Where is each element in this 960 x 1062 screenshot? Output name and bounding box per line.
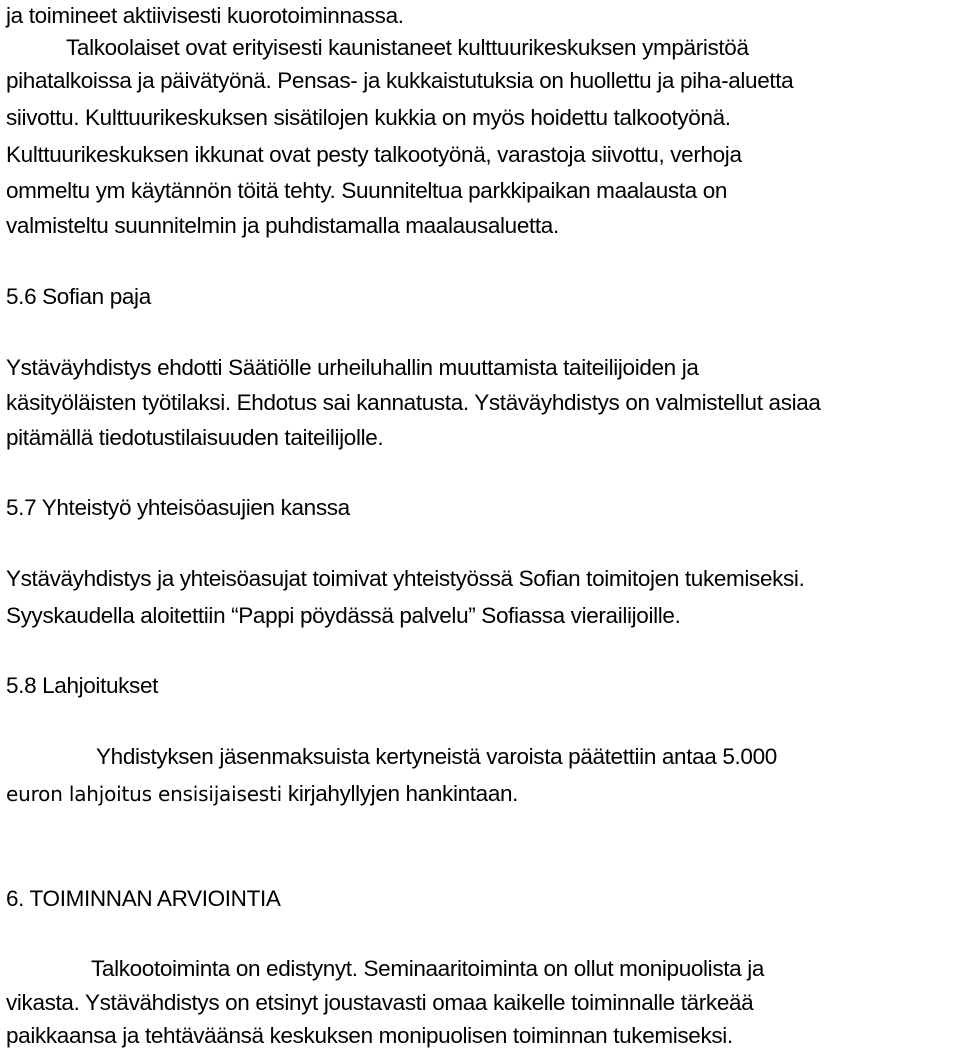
- paragraph-line: [6, 780, 518, 808]
- section-heading: 6. TOIMINNAN ARVIOINTIA: [6, 886, 281, 911]
- paragraph-line: pitämällä tiedotustilaisuuden taiteilijolle.: [6, 425, 384, 450]
- paragraph-line: Ystäväyhdistys ehdotti Säätiölle urheiluhallin muuttamista taiteilijoiden ja: [6, 355, 699, 380]
- paragraph-line: siivottu. Kulttuurikeskuksen sisätilojen kukkia on myös hoidettu talkootyönä.: [6, 105, 731, 130]
- paragraph-line: ja toimineet aktiivisesti kuorotoiminnassa.: [6, 3, 404, 28]
- paragraph-line: Kulttuurikeskuksen ikkunat ovat pesty talkootyönä, varastoja siivottu, verhoja: [6, 142, 742, 167]
- paragraph-line: Syyskaudella aloitettiin “Pappi pöydässä palvelu” Sofiassa vierailijoille.: [6, 603, 681, 628]
- paragraph-line: vikasta. Ystävähdistys on etsinyt joustavasti omaa kaikelle toiminnalle tärkeää: [6, 990, 754, 1015]
- paragraph-line: Ystäväyhdistys ja yhteisöasujat toimivat yhteistyössä Sofian toimitojen tukemiseksi.: [6, 566, 805, 591]
- donation-phrase: euron lahjoitus ensisijaisesti: [6, 782, 283, 806]
- paragraph-line: Yhdistyksen jäsenmaksuista kertyneistä varoista päätettiin antaa 5.000: [96, 744, 777, 769]
- section-heading: 5.7 Yhteistyö yhteisöasujien kanssa: [6, 495, 350, 520]
- paragraph-line: valmisteltu suunnitelmin ja puhdistamalla maalausaluetta.: [6, 213, 559, 238]
- paragraph-line: pihatalkoissa ja päivätyönä. Pensas- ja kukkaistutuksia on huollettu ja piha-aluetta: [6, 68, 794, 93]
- section-heading: 5.8 Lahjoitukset: [6, 673, 159, 698]
- donation-purpose: kirjahyllyjen hankintaan.: [282, 781, 519, 806]
- paragraph-line: Talkootoiminta on edistynyt. Seminaaritoiminta on ollut monipuolista ja: [91, 956, 765, 981]
- paragraph-line: ommeltu ym käytännön töitä tehty. Suunniteltua parkkipaikan maalausta on: [6, 178, 728, 203]
- section-heading: 5.6 Sofian paja: [6, 284, 151, 309]
- paragraph-line: käsityöläisten työtilaksi. Ehdotus sai kannatusta. Ystäväyhdistys on valmistellut asiaa: [6, 390, 821, 415]
- paragraph-line: Talkoolaiset ovat erityisesti kaunistaneet kulttuurikeskuksen ympäristöä: [66, 35, 749, 60]
- paragraph-line: paikkaansa ja tehtäväänsä keskuksen monipuolisen toiminnan tukemiseksi.: [6, 1023, 733, 1048]
